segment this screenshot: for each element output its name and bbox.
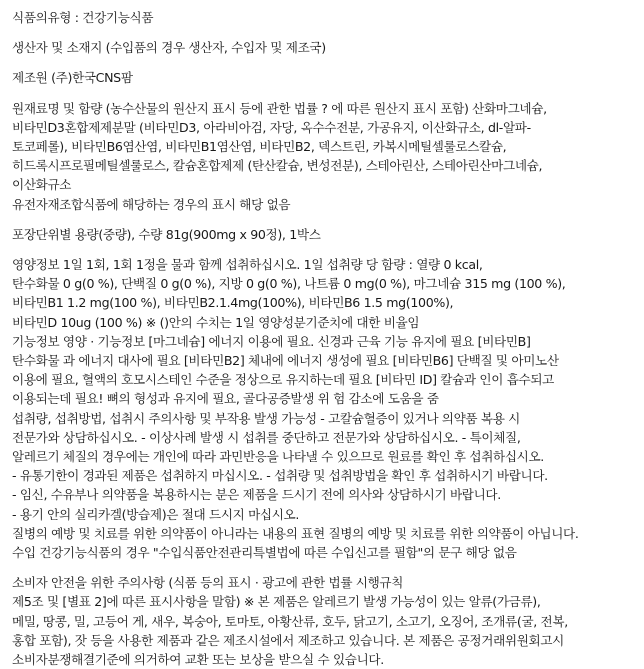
maker-section — [12, 68, 640, 87]
safety-section — [12, 573, 640, 669]
ingredients-line: 이산화규소 — [12, 177, 72, 193]
precaution-line: 전문가와 상담하십시오. - 이상사례 발생 시 섭취를 중단하고 전문가와 상담하십시오. - 특이체질, — [12, 429, 521, 445]
precaution-line: 알레르기 체질의 경우에는 개인에 따라 과민반응을 나타낼 수 있으므로 원료를 확인 후 섭취하십시오. — [12, 449, 544, 465]
ingredients-line: 비타민D3혼합제제분말 (비타민D3, 아라비아검, 자당, 옥수수전분, 가공유지, 이산화규소, dl-알파- — [12, 119, 531, 135]
product-info-document — [12, 8, 640, 669]
function-line: 이용에 필요, 혈액의 호모시스테인 수준을 정상으로 유지하는데 필요 [비타민 ID] 칼슘과 인이 흡수되고 — [12, 372, 554, 388]
manufacturer-line: 생산자 및 소재지 (수입품의 경우 생산자, 수입자 및 제조국) — [12, 40, 326, 56]
nutrition-line: 영양정보 1일 1회, 1회 1정을 물과 함께 섭취하십시오. 1일 섭취량 당 함량 : 열량 0 kcal, — [12, 257, 483, 273]
maker-line: 제조원 (주)한국CNS팜 — [12, 70, 133, 86]
safety-line: 소비자분쟁해결기준에 의거하여 교환 또는 보상을 받으실 수 있습니다. — [12, 652, 384, 668]
precaution-line: - 유통기한이 경과된 제품은 섭취하지 마십시오. - 섭취량 및 섭취방법을 확인 후 섭취하시기 바랍니다. — [12, 468, 548, 484]
nutrition-line: 비타민D 10ug (100 %) ※ ()안의 수치는 1일 영양성분기준치에 대한 비율임 — [12, 314, 420, 330]
safety-line: 제5조 및 [별표 2]에 따른 표시사항을 말함) ※ 본 제품은 알레르기 발생 가능성이 있는 알류(가금류), — [12, 594, 541, 610]
nutrition-line: 비타민B1 1.2 mg(100 %), 비타민B2.1.4mg(100%), 비타민B6 1.5 mg(100%), — [12, 295, 454, 311]
function-line: 기능정보 영양 · 기능정보 [마그네슘] 에너지 이용에 필요. 신경과 근육 기능 유지에 필요 [비타민B] — [12, 333, 531, 349]
disclaimer-line: 질병의 예방 및 치료를 위한 의약품이 아니라는 내용의 표현 질병의 예방 및 치료를 위한 의약품이 아닙니다. — [12, 525, 579, 541]
precaution-line: - 임신, 수유부나 의약품을 복용하시는 분은 제품을 드시기 전에 의사와 상담하시기 바랍니다. — [12, 487, 501, 503]
nutrition-section — [12, 255, 640, 562]
manufacturer-section — [12, 38, 640, 57]
food-type-line: 식품의유형 : 건강기능식품 — [12, 10, 154, 25]
function-line: 이용되는데 필요! 뼈의 형성과 유지에 필요, 골다공증발생 위 험 감소에 도움을 줌 — [12, 391, 439, 407]
import-notice-line: 수입 건강기능식품의 경우 "수입식품안전관리특별법에 따른 수입신고를 필함"의 문구 해당 없음 — [12, 545, 517, 561]
safety-line: 홍합 포함), 잣 등을 사용한 제품과 같은 제조시설에서 제조하고 있습니다. 본 제품은 공정거래위원회고시 — [12, 632, 564, 648]
ingredients-line: 원재료명 및 함량 (농수산물의 원산지 표시 등에 관한 법률 ? 에 따른 원산지 표시 포함) 산화마그네슘, — [12, 100, 547, 116]
function-line: 탄수화물 과 에너지 대사에 필요 [비타민B2] 체내에 에너지 생성에 필요 [비타민B6] 단백질 및 아미노산 — [12, 353, 559, 369]
package-line: 포장단위별 용량(중량), 수량 81g(900mg x 90정), 1박스 — [12, 226, 321, 242]
gmo-line: 유전자재조합식품에 해당하는 경우의 표시 해당 없음 — [12, 196, 291, 212]
precaution-line: - 용기 안의 실리카겔(방습제)은 절대 드시지 마십시오. — [12, 506, 300, 522]
ingredients-section — [12, 99, 640, 214]
precaution-line: 섭취량, 섭취방법, 섭취시 주의사항 및 부작용 발생 가능성 - 고칼슘혈증이 있거나 의약품 복용 시 — [12, 410, 520, 426]
package-section — [12, 225, 640, 244]
food-type-section — [12, 8, 640, 27]
ingredients-line: 토코페롤), 비타민B6염산염, 비타민B1염산염, 비타민B2, 덱스트린, 카복시메틸셀룰로스칼슘, — [12, 139, 507, 155]
ingredients-line: 히드록시프로필메틸셀룰로스, 칼슘혼합제제 (탄산칼슘, 변성전분), 스테아린산, 스테아린산마그네슘, — [12, 158, 543, 174]
safety-line: 메밀, 땅콩, 밀, 고등어 게, 새우, 복숭아, 토마토, 아황산류, 호두, 닭고기, 소고기, 오징어, 조개류(굴, 전복, — [12, 613, 568, 629]
safety-line: 소비자 안전을 위한 주의사항 (식품 등의 표시 · 광고에 관한 법률 시행규칙 — [12, 575, 404, 591]
nutrition-line: 탄수화물 0 g(0 %), 단백질 0 g(0 %), 지방 0 g(0 %), 나트륨 0 mg(0 %), 마그네슘 315 mg (100 %), — [12, 276, 566, 292]
